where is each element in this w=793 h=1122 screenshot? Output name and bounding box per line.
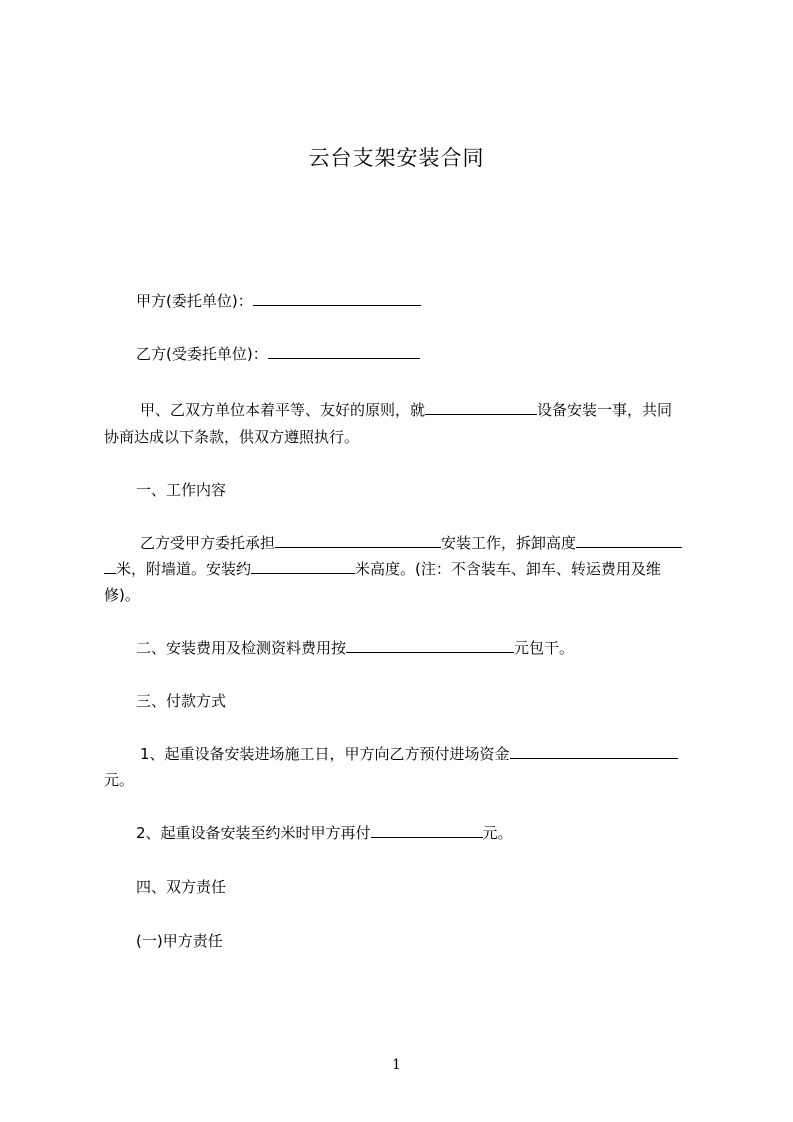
page-number: 1 [392,1057,401,1073]
section-2-line [136,635,736,661]
section-4-heading: 四、双方责任 [136,878,227,896]
advance-payment-blank[interactable] [510,743,678,759]
intro-line-1 [140,397,740,423]
party-a-line [136,288,736,314]
section-3-heading: 三、付款方式 [136,692,227,710]
install-height-blank[interactable] [251,558,355,574]
second-payment-blank[interactable] [371,822,483,838]
section-2-text-b: 元包干。 [514,639,575,657]
payment-item-1-line-2 [104,767,704,793]
section-1-heading: 一、工作内容 [136,481,227,499]
payment-item-2-text: 2、起重设备安装至约米时甲方再付 [136,824,371,842]
party-b-blank[interactable] [268,343,420,359]
work-content-line-2 [104,556,704,582]
payment-item-2-unit: 元。 [482,824,513,842]
work-content-line-1 [140,530,740,556]
payment-item-2-line [136,820,736,846]
party-a-blank[interactable] [253,290,421,306]
work-scope-blank[interactable] [275,532,441,548]
work-text-2: 安装工作，拆卸高度 [441,534,577,552]
equipment-blank[interactable] [425,399,537,415]
work-text-3: 米，附墙道。安装约 [116,560,252,578]
party-b-line [136,341,736,367]
intro-text-3: 协商达成以下条款，供双方遵照执行。 [104,428,360,446]
section-2-text-a: 二、安装费用及检测资料费用按 [136,639,347,657]
work-text-4: 米高度。(注：不含装车、卸车、转运费用及维 [355,560,661,578]
fee-amount-blank[interactable] [346,637,514,653]
document-title: 云台支架安装合同 [308,146,485,170]
intro-text-2: 设备安装一事，共同 [537,401,673,419]
payment-item-1-text: 1、起重设备安装进场施工日，甲方向乙方预付进场资金 [140,745,510,763]
party-b-label: 乙方(受委托单位)： [136,345,268,363]
work-content-line-3 [104,582,704,608]
payment-item-1-line-1 [140,741,740,767]
party-a-responsibility-heading: (一)甲方责任 [136,932,223,950]
intro-text-1: 甲、乙双方单位本着平等、友好的原则，就 [140,401,426,419]
work-text-1: 乙方受甲方委托承担 [140,534,276,552]
intro-line-2 [104,424,704,450]
party-a-label: 甲方(委托单位)： [136,292,253,310]
dismantle-height-blank-cont[interactable] [104,558,116,574]
dismantle-height-blank[interactable] [576,532,682,548]
payment-item-1-unit: 元。 [104,771,135,789]
work-text-5: 修)。 [104,586,140,604]
